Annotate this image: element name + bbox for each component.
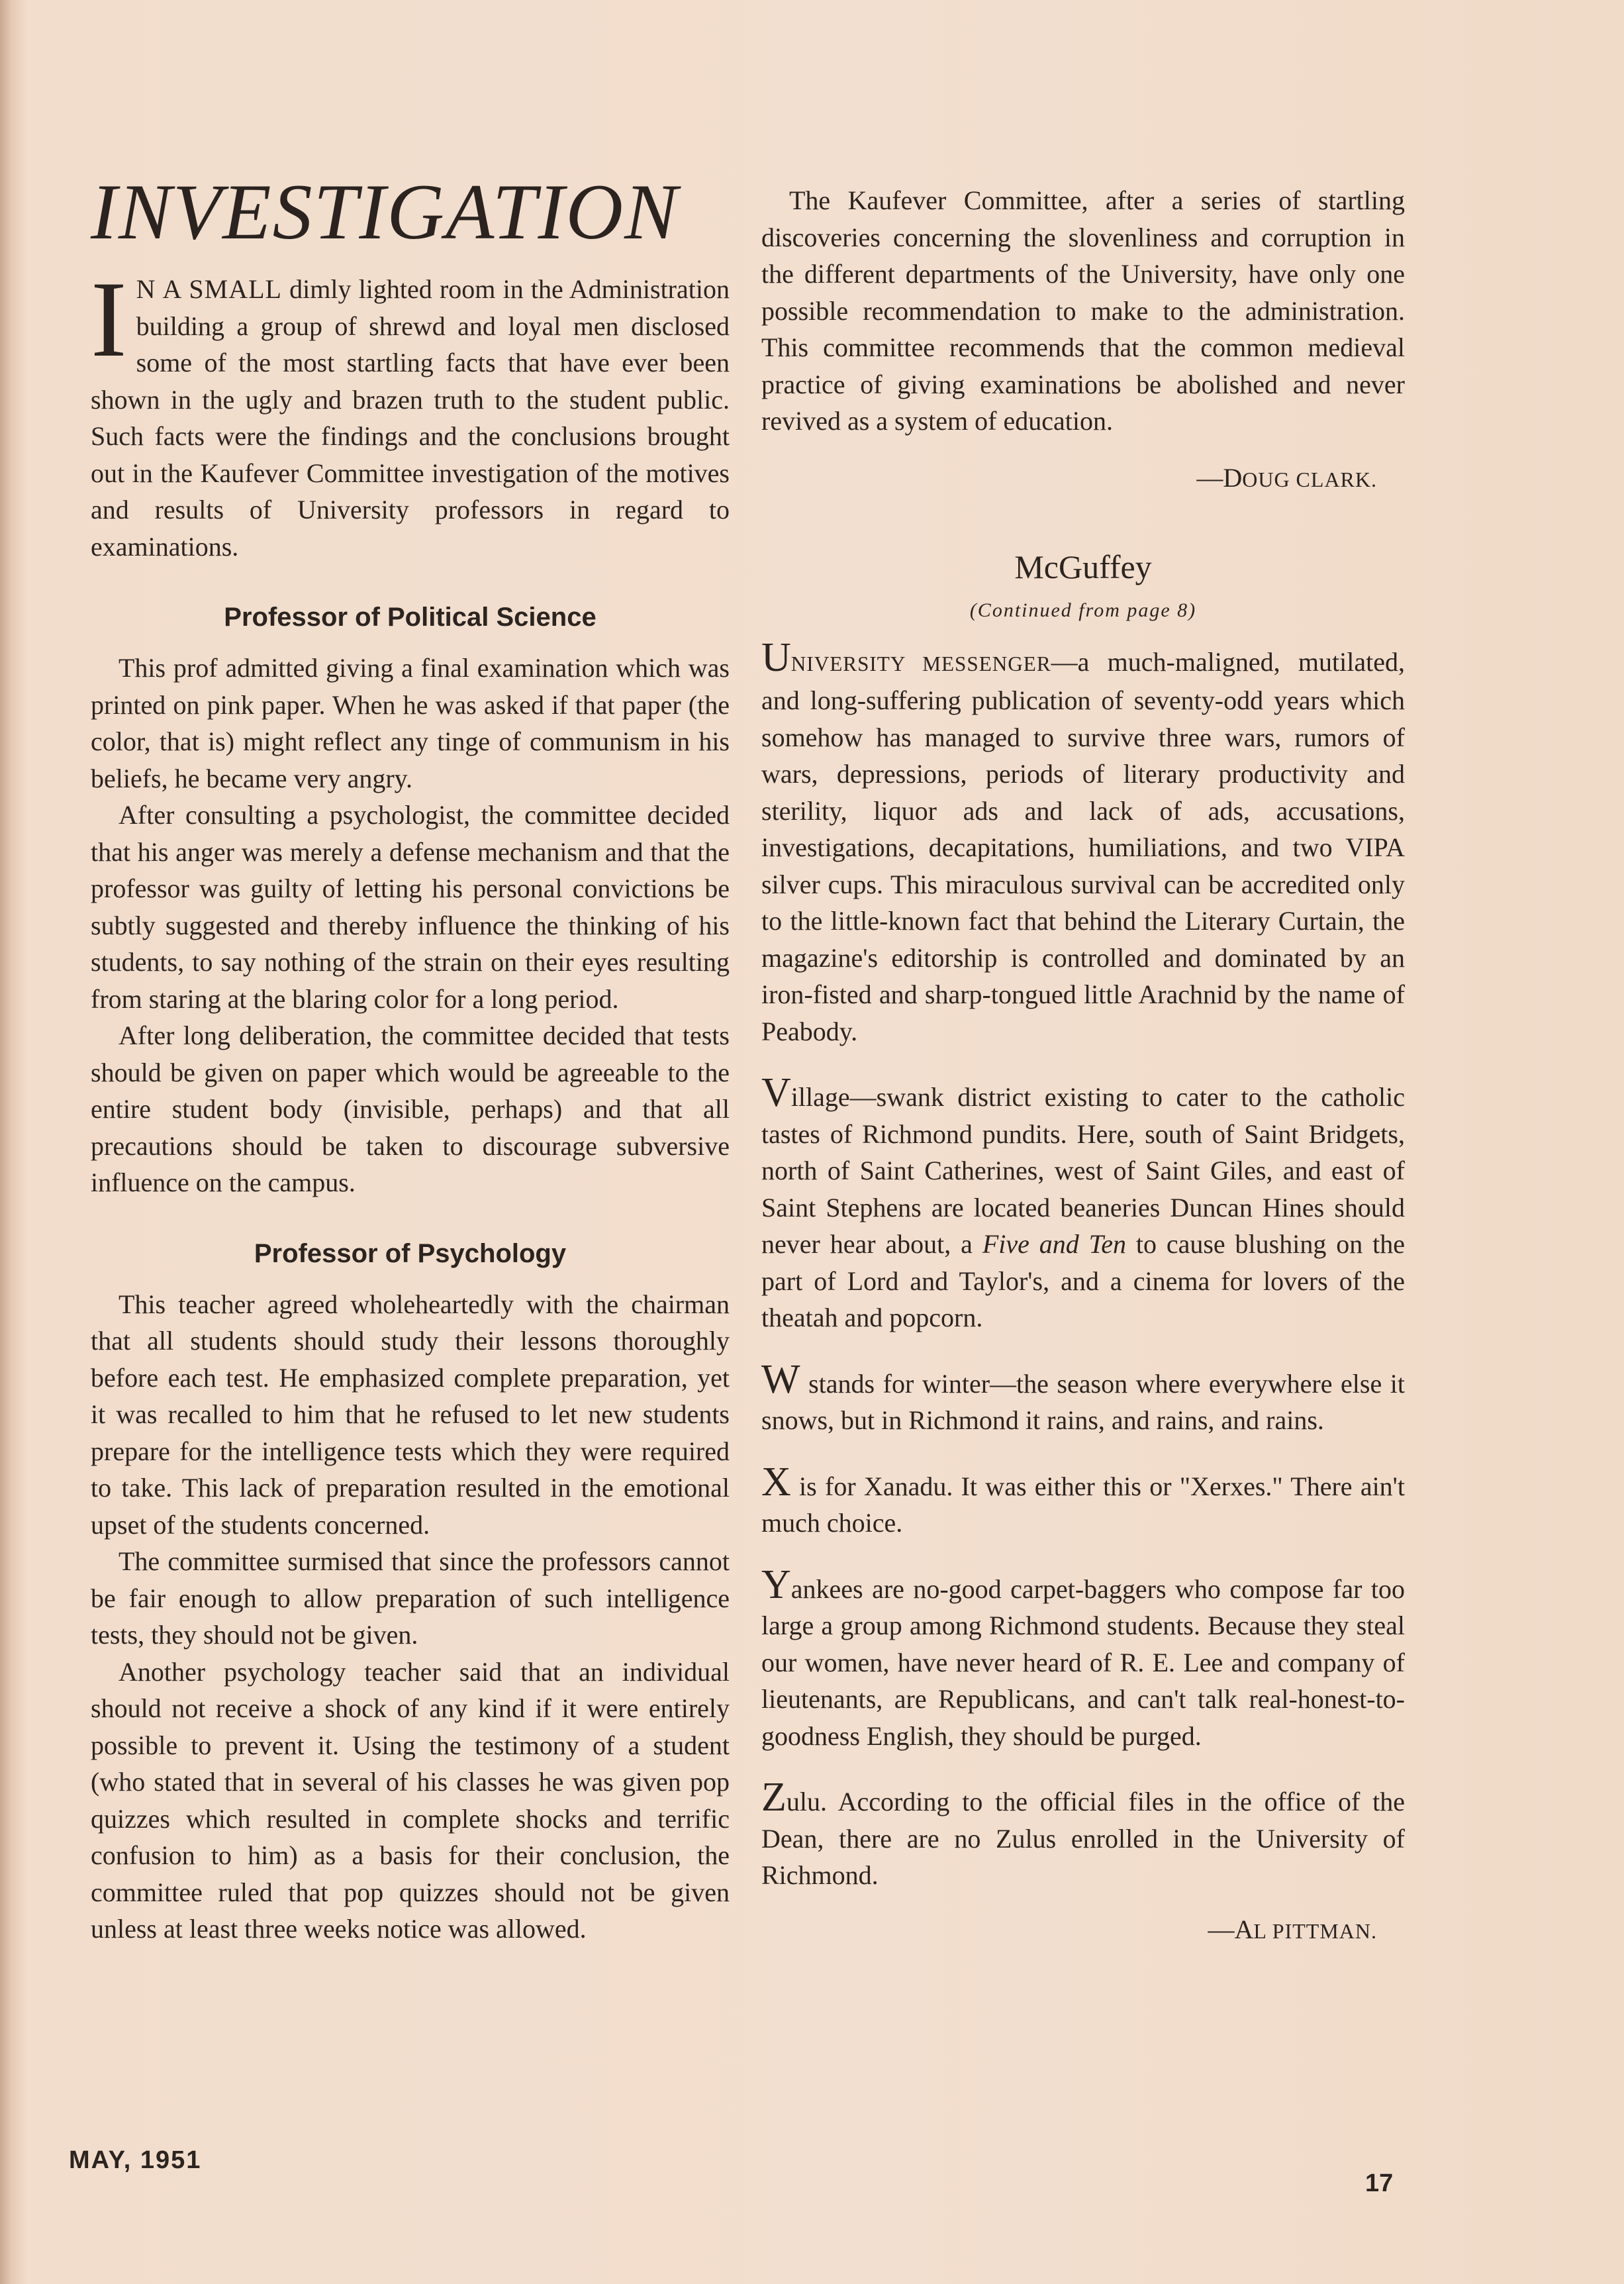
entry-letter: U xyxy=(761,634,791,680)
entry-y xyxy=(761,1562,1405,1755)
signature-al-pittman xyxy=(761,1911,1377,1950)
page-number: 17 xyxy=(1365,2169,1394,2197)
signature-rest: L PITTMAN. xyxy=(1253,1918,1377,1943)
continued-note: (Continued from page 8) xyxy=(969,599,1197,621)
paragraph: The committee surmised that since the professors cannot be fair enough to allow preparation of such intelligence tests, they should not be given. xyxy=(91,1546,730,1650)
entry-letter: X xyxy=(761,1459,791,1505)
entry-lead: NIVERSITY MESSENGER xyxy=(790,652,1051,675)
paragraph: After consulting a psychologist, the committee decided that his anger was merely a defense mechanism and that the professor was guilty of letting his personal convictions be subtly suggested and thereby influence the thinking of his students, to say nothing of the strain on their eyes resulting from staring at the blaring color for a long period. xyxy=(91,800,730,1014)
paragraph: This prof admitted giving a final examination which was printed on pink paper. When he was asked if that paper (the color, that is) might reflect any tinge of communism in his beliefs, he became very angry. xyxy=(91,653,730,793)
entry-text: to cause blushing on the part of Lord and Taylor's, and a cinema for lovers of the theatah and popcorn. xyxy=(761,1229,1405,1332)
entry-letter: Z xyxy=(761,1775,787,1820)
mcguffey-title: McGuffey xyxy=(1014,548,1152,585)
section-psychology xyxy=(91,1237,730,1948)
entry-italic: Five and Ten xyxy=(982,1229,1126,1259)
entry-text: ulu. According to the official files in the office of the Dean, there are no Zulus enrolled in the University of Richmond. xyxy=(761,1787,1405,1890)
entry-v xyxy=(761,1070,1405,1336)
section-heading: Professor of Psychology xyxy=(254,1238,567,1268)
entry-text: stands for winter—the season where everywhere else it snows, but in Richmond it rains, and rains, and rains. xyxy=(761,1368,1405,1435)
signature-dash: —A xyxy=(1208,1914,1254,1944)
intro-text: dimly lighted room in the Administration building a group of shrewd and loyal men disclosed some of the most startling facts that have ever been shown in the ugly and brazen truth to the student public. Such facts were the findings and the conclusions brought out in the Kaufever Committee investigation of the motives and results of University professors in regard to examinations. xyxy=(91,274,730,562)
article-title: INVESTIGATION xyxy=(91,168,679,256)
entry-text: is for Xanadu. It was either this or "Xerxes." There ain't much choice. xyxy=(761,1471,1405,1538)
entry-text: —a much-maligned, mutilated, and long-suffering publication of seventy-odd years which somehow has managed to survive three wars, rumors of wars, depressions, periods of literary productivity and sterility, liquor ads and lack of ads, accusations, investigations, decapitations, humiliations, and two VIPA silver cups. This miraculous survival can be accredited only to the little-known fact that behind the Literary Curtain, the magazine's editorship is controlled and dominated by an iron-fisted and sharp-tongued little Arachnid by the name of Peabody. xyxy=(761,646,1405,1046)
entry-text: illage—swank district existing to cater to the catholic tastes of Richmond pundits. Here, south of Saint Bridgets, north of Saint Catherines, west of Saint Giles, and east of Saint Stephens are located beaneries Duncan Hines should never hear about, a xyxy=(761,1082,1405,1259)
entry-w xyxy=(761,1356,1405,1439)
conclusion-paragraph: The Kaufever Committee, after a series of startling discoveries concerning the slovenliness and corruption in the different departments of the University, have only one possible recommendation to make to the administration. This committee recommends that the common medieval practice of giving examinations be abolished and never revived as a system of education. xyxy=(761,185,1405,436)
entry-letter: W xyxy=(761,1356,800,1402)
signature-doug-clark xyxy=(761,460,1377,498)
entry-letter: Y xyxy=(761,1562,791,1607)
intro-paragraph xyxy=(91,260,730,565)
signature-rest: OUG CLARK. xyxy=(1242,467,1377,491)
section-heading: Professor of Political Science xyxy=(224,603,597,632)
paragraph: This teacher agreed wholeheartedly with the chairman that all students should study their lessons thoroughly before each test. He emphasized complete preparation, yet it was recalled to him that he refused to let new students prepare for the intelligence tests which they were required to take. This lack of preparation resulted in the emotional upset of the students concerned. xyxy=(91,1289,730,1540)
intro-lead: N A SMALL xyxy=(136,274,282,304)
right-column xyxy=(761,182,1405,1950)
entry-u xyxy=(761,634,1405,1050)
paragraph: After long deliberation, the committee decided that tests should be given on paper which would be agreeable to the entire student body (invisible, perhaps) and that all precautions should be taken to discourage subversive influence on the campus. xyxy=(91,1020,730,1197)
paragraph: Another psychology teacher said that an individual should not receive a shock of any kind if it were entirely possible to prevent it. Using the testimony of a student (who stated that in several of his classes he was given pop quizzes which resulted in complete shocks and terrific confusion to him) as a basis for their conclusion, the committee ruled that pop quizzes should not be given unless at least three weeks notice was allowed. xyxy=(91,1656,730,1944)
entry-letter: V xyxy=(761,1070,791,1115)
entry-z xyxy=(761,1775,1405,1894)
left-column xyxy=(91,169,730,1948)
signature-dash: —D xyxy=(1196,462,1243,493)
section-political-science xyxy=(91,601,730,1201)
drop-cap: I xyxy=(91,260,127,379)
issue-date: MAY, 1951 xyxy=(69,2146,202,2174)
entry-text: ankees are no-good carpet-baggers who compose far too large a group among Richmond students. Because they steal our women, have never heard of R. E. Lee and company of lieutenants, are Republicans, and can't talk real-honest-to-goodness English, they should be purged. xyxy=(761,1573,1405,1751)
entry-x xyxy=(761,1459,1405,1542)
